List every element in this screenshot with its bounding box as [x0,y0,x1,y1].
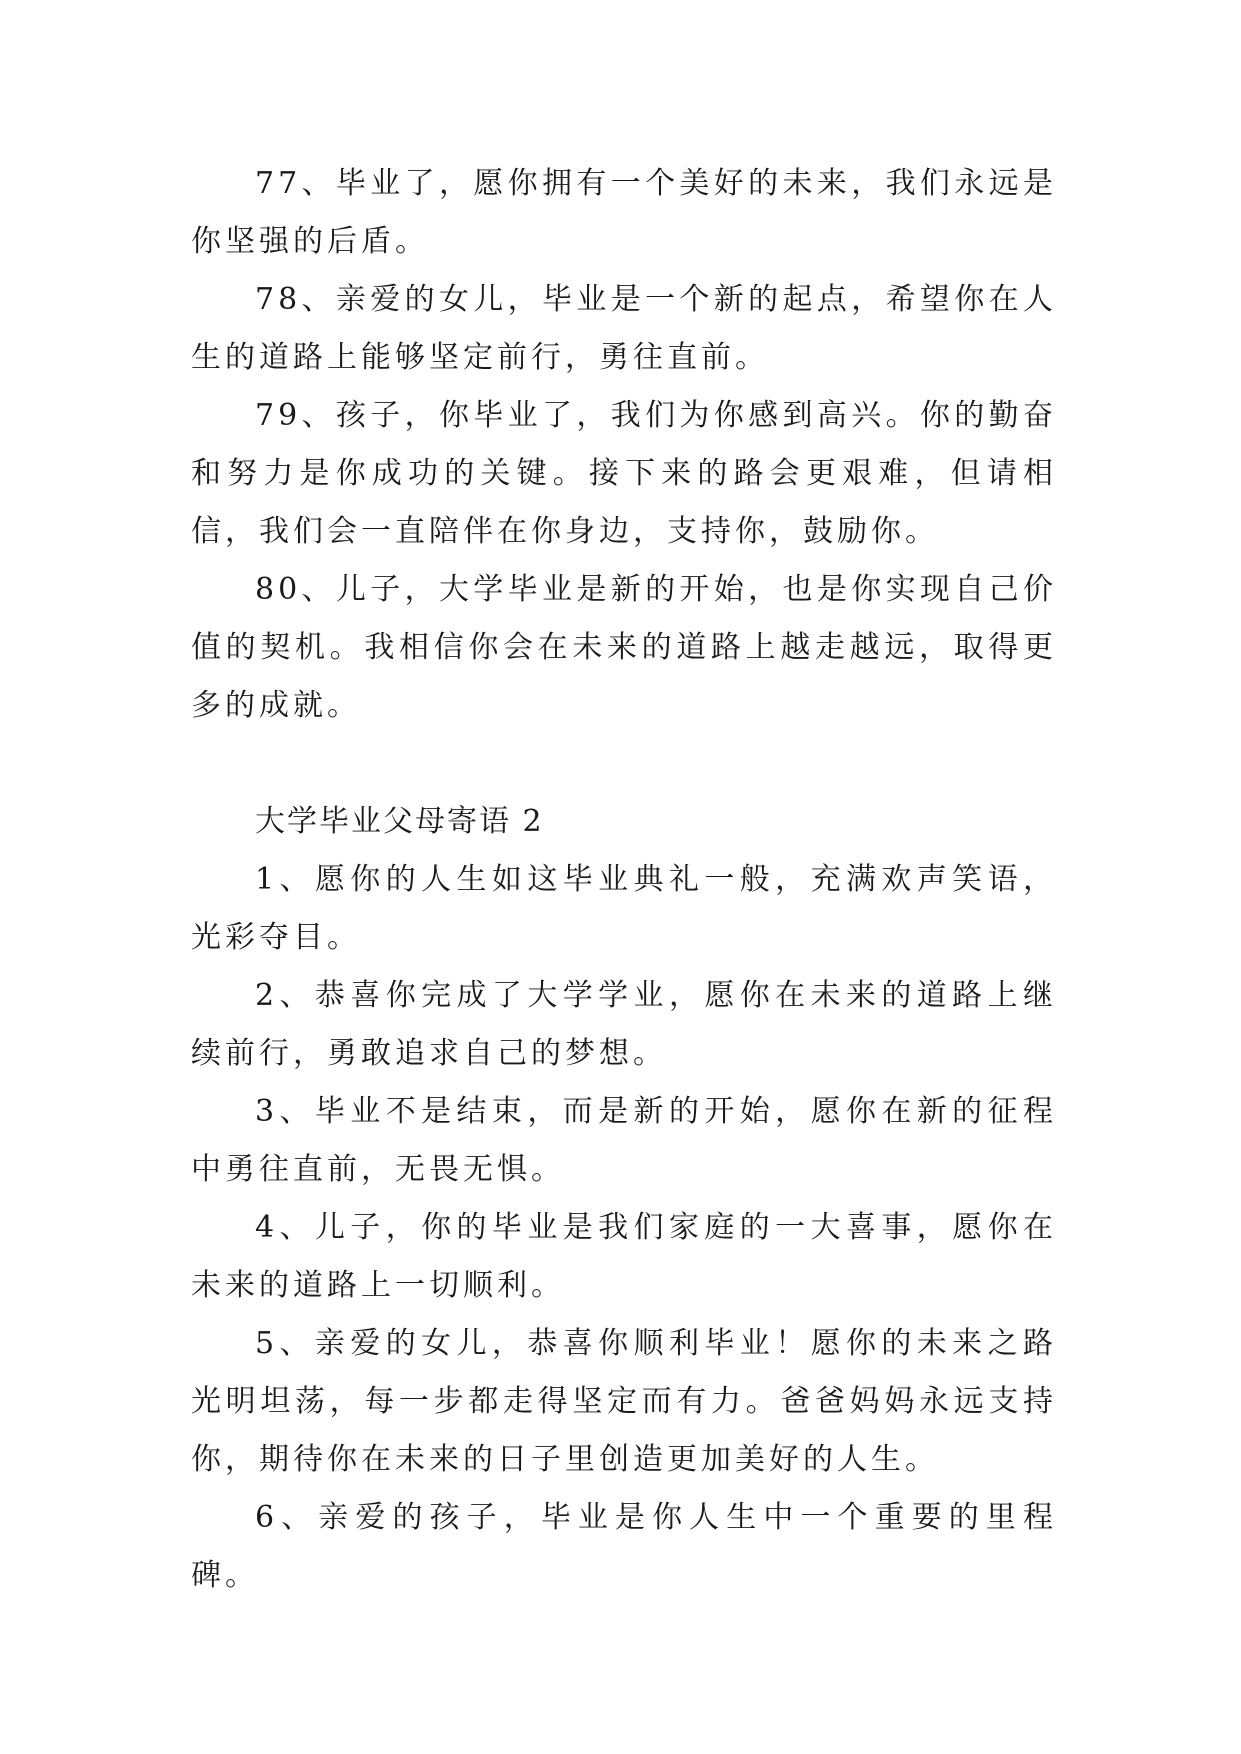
section-spacer [191,735,1057,793]
paragraph-79: 79、孩子，你毕业了，我们为你感到高兴。你的勤奋和努力是你成功的关键。接下来的路会更艰难，但请相信，我们会一直陪伴在你身边，支持你，鼓励你。 [191,398,1057,549]
paragraph-80: 80、儿子，大学毕业是新的开始，也是你实现自己价值的契机。我相信你会在未来的道路上越走越远，取得更多的成就。 [191,572,1057,723]
paragraph-6: 6、亲爱的孩子，毕业是你人生中一个重要的里程碑。 [191,1500,1057,1593]
paragraph-3: 3、毕业不是结束，而是新的开始，愿你在新的征程中勇往直前，无畏无惧。 [191,1094,1057,1187]
section-title: 大学毕业父母寄语 2 [255,804,544,839]
paragraph-77: 77、毕业了，愿你拥有一个美好的未来，我们永远是你坚强的后盾。 [191,166,1057,259]
document-body [191,155,1057,1605]
paragraph-78: 78、亲爱的女儿，毕业是一个新的起点，希望你在人生的道路上能够坚定前行，勇往直前。 [191,282,1057,375]
paragraph-4: 4、儿子，你的毕业是我们家庭的一大喜事，愿你在未来的道路上一切顺利。 [191,1210,1057,1303]
paragraph-5: 5、亲爱的女儿，恭喜你顺利毕业！愿你的未来之路光明坦荡，每一步都走得坚定而有力。爸爸妈妈永远支持你，期待你在未来的日子里创造更加美好的人生。 [191,1326,1057,1477]
paragraph-2: 2、恭喜你完成了大学学业，愿你在未来的道路上继续前行，勇敢追求自己的梦想。 [191,978,1057,1071]
paragraph-1: 1、愿你的人生如这毕业典礼一般，充满欢声笑语，光彩夺目。 [191,862,1057,955]
